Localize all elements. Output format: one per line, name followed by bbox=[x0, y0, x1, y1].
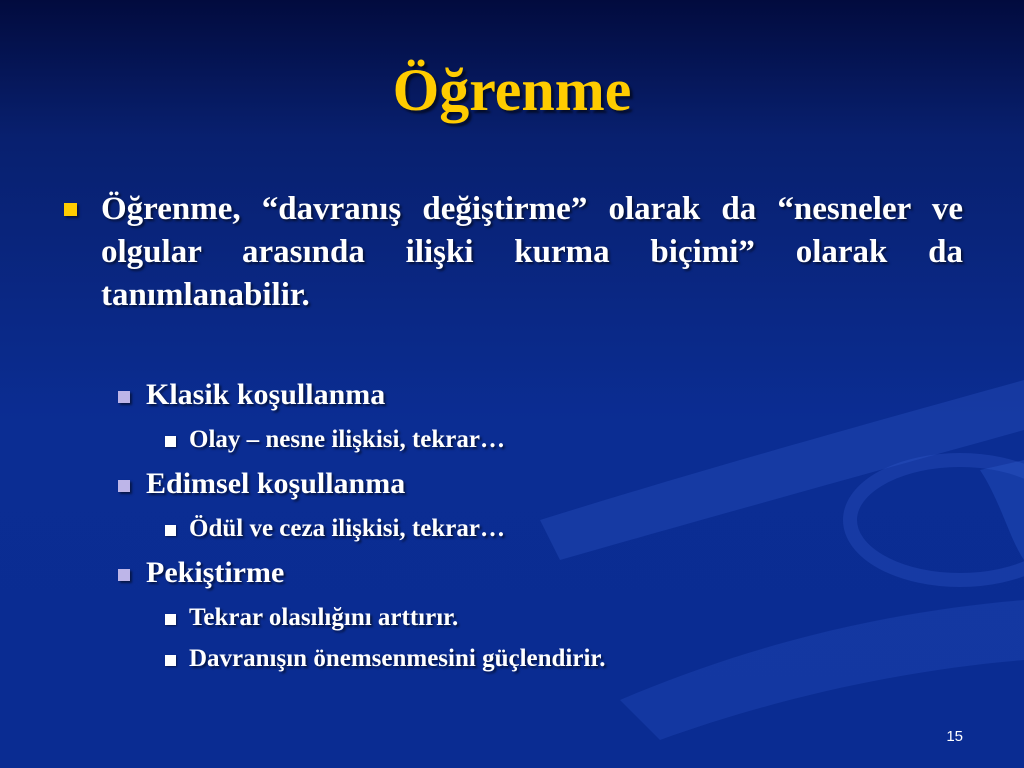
square-bullet-icon bbox=[118, 480, 130, 492]
page-number: 15 bbox=[946, 728, 963, 745]
square-bullet-icon bbox=[165, 655, 176, 666]
list-item-level2: Pekiştirme bbox=[146, 556, 285, 589]
square-bullet-icon bbox=[165, 525, 176, 536]
list-item-level3: Ödül ve ceza ilişkisi, tekrar… bbox=[189, 515, 505, 542]
square-bullet-icon bbox=[165, 436, 176, 447]
slide-title: Öğrenme bbox=[392, 57, 632, 123]
square-bullet-icon bbox=[118, 391, 130, 403]
square-bullet-icon bbox=[118, 569, 130, 581]
main-bullet-text: Öğrenme, “davranış değiştirme” olarak da “nesneler ve olgular arasında ilişki kurma biçimi” olarak da tanımlanabilir. bbox=[101, 191, 963, 313]
list-item-level3: Davranışın önemsenmesini güçlendirir. bbox=[189, 645, 606, 672]
square-bullet-icon bbox=[165, 614, 176, 625]
list-item-level3: Tekrar olasılığını arttırır. bbox=[189, 604, 459, 631]
list-item-level3: Olay – nesne ilişkisi, tekrar… bbox=[189, 426, 505, 453]
list-item-level2: Klasik koşullanma bbox=[146, 378, 386, 411]
square-bullet-icon bbox=[64, 203, 77, 216]
list-item-level2: Edimsel koşullanma bbox=[146, 467, 406, 500]
